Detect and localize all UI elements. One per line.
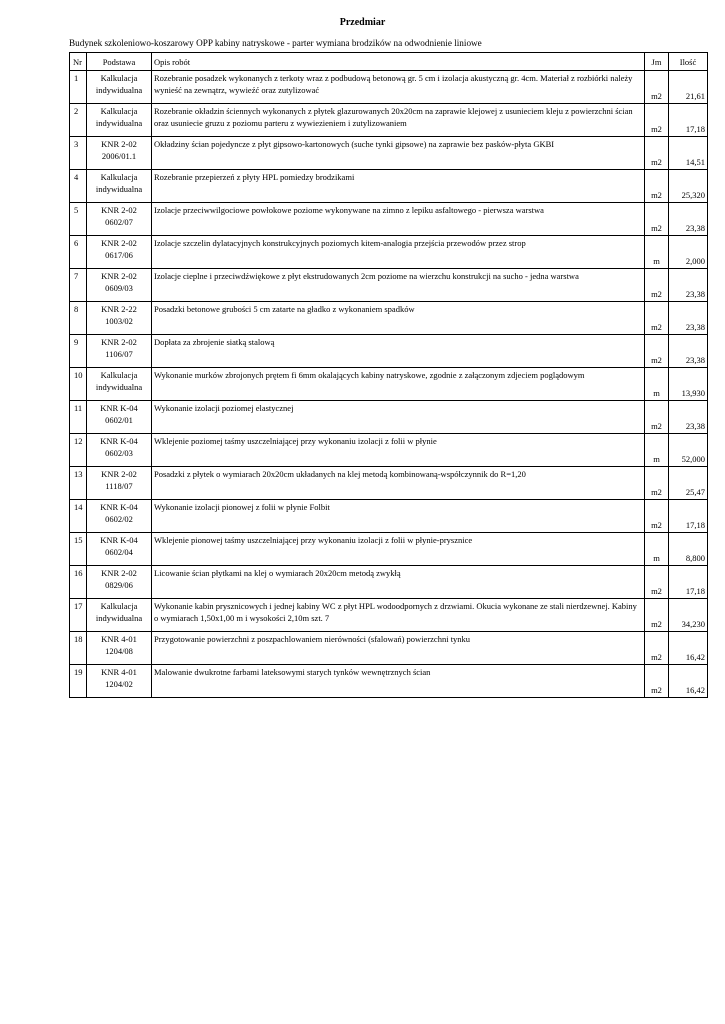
row-jm: m [645, 368, 669, 401]
row-podstawa [87, 104, 152, 137]
row-nr: 13 [70, 467, 87, 500]
row-ilosc: 17,18 [669, 500, 708, 533]
row-podstawa-line2: indywidualna [95, 85, 143, 95]
row-opis: Wykonanie izolacji poziomej elastycznej [152, 401, 645, 434]
row-podstawa-line2: 0602/01 [105, 415, 133, 425]
row-opis: Izolacje przeciwwilgociowe powłokowe poziome wykonywane na zimno z lepiku asfaltowego - pierwsza warstwa [152, 203, 645, 236]
row-opis: Posadzki betonowe grubości 5 cm zatarte na gładko z wykonaniem spadków [152, 302, 645, 335]
row-ilosc: 17,18 [669, 104, 708, 137]
row-podstawa [87, 269, 152, 302]
row-podstawa-line1: KNR 2-02 [101, 469, 137, 479]
row-opis: Wykonanie murków zbrojonych prętem fi 6mm okalających kabiny natryskowe, zgodnie z załączonym zdjeciem poglądowym [152, 368, 645, 401]
document-subtitle: Budynek szkoleniowo-koszarowy OPP kabiny natryskowe - parter wymiana brodzików na odwodnienie liniowe [69, 38, 482, 48]
row-jm: m [645, 434, 669, 467]
row-opis: Wklejenie poziomej taśmy uszczelniającej przy wykonaniu izolacji z folii w płynie [152, 434, 645, 467]
header-nr: Nr [70, 53, 87, 71]
row-podstawa [87, 632, 152, 665]
row-podstawa-line2: 0602/03 [105, 448, 133, 458]
table-row [70, 665, 708, 698]
row-jm: m2 [645, 665, 669, 698]
row-podstawa-line1: KNR 2-02 [101, 568, 137, 578]
row-nr: 6 [70, 236, 87, 269]
row-ilosc: 52,000 [669, 434, 708, 467]
header-podstawa: Podstawa [87, 53, 152, 71]
row-ilosc: 23,38 [669, 269, 708, 302]
row-nr: 15 [70, 533, 87, 566]
row-nr: 14 [70, 500, 87, 533]
table-row [70, 335, 708, 368]
table-row [70, 434, 708, 467]
row-opis: Dopłata za zbrojenie siatką stalową [152, 335, 645, 368]
header-opis: Opis robót [152, 53, 645, 71]
row-ilosc: 23,38 [669, 335, 708, 368]
row-jm: m2 [645, 203, 669, 236]
row-podstawa-line1: KNR K-04 [100, 436, 138, 446]
row-podstawa-line1: KNR 2-02 [101, 337, 137, 347]
row-nr: 1 [70, 71, 87, 104]
table-row [70, 368, 708, 401]
row-nr: 12 [70, 434, 87, 467]
row-podstawa [87, 302, 152, 335]
table-row [70, 269, 708, 302]
row-nr: 19 [70, 665, 87, 698]
row-nr: 16 [70, 566, 87, 599]
row-podstawa-line1: KNR 2-02 [101, 271, 137, 281]
row-ilosc: 2,000 [669, 236, 708, 269]
row-podstawa-line2: 0602/02 [105, 514, 133, 524]
row-jm: m2 [645, 401, 669, 434]
row-ilosc: 34,230 [669, 599, 708, 632]
row-nr: 3 [70, 137, 87, 170]
row-podstawa-line1: Kalkulacja [100, 73, 138, 83]
table-header-row [70, 53, 708, 71]
row-podstawa-line2: 0602/07 [105, 217, 133, 227]
header-ilosc: Ilość [669, 53, 708, 71]
row-nr: 9 [70, 335, 87, 368]
row-podstawa [87, 137, 152, 170]
row-jm: m2 [645, 302, 669, 335]
row-jm: m2 [645, 467, 669, 500]
row-opis: Malowanie dwukrotne farbami lateksowymi starych tynków wewnętrznych ścian [152, 665, 645, 698]
row-podstawa-line2: indywidualna [95, 118, 143, 128]
row-ilosc: 23,38 [669, 401, 708, 434]
row-ilosc: 13,930 [669, 368, 708, 401]
row-opis: Licowanie ścian płytkami na klej o wymiarach 20x20cm metodą zwykłą [152, 566, 645, 599]
row-jm: m2 [645, 71, 669, 104]
row-podstawa-line2: 0609/03 [105, 283, 133, 293]
table-row [70, 599, 708, 632]
row-podstawa-line2: 0602/04 [105, 547, 133, 557]
row-podstawa-line1: KNR 2-22 [101, 304, 137, 314]
row-ilosc: 25,320 [669, 170, 708, 203]
row-ilosc: 14,51 [669, 137, 708, 170]
przedmiar-table [69, 52, 708, 698]
table-row [70, 236, 708, 269]
row-podstawa [87, 665, 152, 698]
row-nr: 2 [70, 104, 87, 137]
table-row [70, 566, 708, 599]
row-opis: Izolacje cieplne i przeciwdźwiękowe z płyt ekstrudowanych 2cm poziome na wierzchu konstrukcji na sucho - jedna warstwa [152, 269, 645, 302]
row-podstawa-line1: KNR K-04 [100, 535, 138, 545]
table-row [70, 137, 708, 170]
row-podstawa [87, 401, 152, 434]
row-jm: m [645, 533, 669, 566]
row-ilosc: 16,42 [669, 665, 708, 698]
row-podstawa-line2: 1106/07 [105, 349, 133, 359]
row-podstawa-line1: Kalkulacja [100, 370, 138, 380]
row-ilosc: 23,38 [669, 302, 708, 335]
table-row [70, 500, 708, 533]
row-ilosc: 25,47 [669, 467, 708, 500]
row-jm: m2 [645, 566, 669, 599]
row-ilosc: 8,800 [669, 533, 708, 566]
row-podstawa [87, 368, 152, 401]
row-jm: m2 [645, 137, 669, 170]
row-podstawa [87, 170, 152, 203]
table-row [70, 71, 708, 104]
row-podstawa [87, 71, 152, 104]
row-podstawa-line2: indywidualna [95, 613, 143, 623]
row-podstawa-line2: 0617/06 [105, 250, 133, 260]
row-ilosc: 23,38 [669, 203, 708, 236]
row-opis: Rozebranie posadzek wykonanych z terkoty wraz z podbudową betonową gr. 5 cm i izolacja akustyczną gr. 4cm. Materiał z rozbiórki należy wynieść na zewnątrz, wywieźć oraz zutylizować [152, 71, 645, 104]
row-jm: m2 [645, 599, 669, 632]
row-podstawa [87, 500, 152, 533]
table-row [70, 467, 708, 500]
row-nr: 17 [70, 599, 87, 632]
row-nr: 18 [70, 632, 87, 665]
row-podstawa-line1: Kalkulacja [100, 106, 138, 116]
row-ilosc: 21,61 [669, 71, 708, 104]
row-podstawa [87, 434, 152, 467]
row-podstawa [87, 467, 152, 500]
row-podstawa [87, 203, 152, 236]
table-row [70, 170, 708, 203]
row-ilosc: 17,18 [669, 566, 708, 599]
row-nr: 8 [70, 302, 87, 335]
row-ilosc: 16,42 [669, 632, 708, 665]
table-body [70, 71, 708, 698]
document-title: Przedmiar [339, 17, 386, 28]
row-podstawa-line1: KNR K-04 [100, 502, 138, 512]
row-podstawa-line2: 1204/02 [105, 679, 133, 689]
row-podstawa-line1: KNR 2-02 [101, 139, 137, 149]
row-podstawa-line2: indywidualna [95, 184, 143, 194]
row-nr: 11 [70, 401, 87, 434]
row-podstawa [87, 236, 152, 269]
row-opis: Wklejenie pionowej taśmy uszczelniającej przy wykonaniu izolacji z folii w płynie-prysznice [152, 533, 645, 566]
row-jm: m [645, 236, 669, 269]
row-nr: 7 [70, 269, 87, 302]
row-jm: m2 [645, 170, 669, 203]
row-opis: Izolacje szczelin dylatacyjnych konstrukcyjnych poziomych kitem-analogia przejścia przewodów przez strop [152, 236, 645, 269]
row-podstawa-line1: Kalkulacja [100, 172, 138, 182]
row-podstawa [87, 566, 152, 599]
row-jm: m2 [645, 632, 669, 665]
row-jm: m2 [645, 500, 669, 533]
table-row [70, 104, 708, 137]
row-jm: m2 [645, 269, 669, 302]
row-opis: Rozebranie przepierzeń z płyty HPL pomiedzy brodzikami [152, 170, 645, 203]
row-opis: Posadzki z płytek o wymiarach 20x20cm układanych na klej metodą kombinowaną-współczynnik do R=1,20 [152, 467, 645, 500]
row-podstawa-line2: 0829/06 [105, 580, 133, 590]
row-podstawa-line1: KNR 2-02 [101, 238, 137, 248]
table-row [70, 533, 708, 566]
row-opis: Wykonanie izolacji pionowej z folii w płynie Folbit [152, 500, 645, 533]
row-podstawa [87, 533, 152, 566]
row-nr: 4 [70, 170, 87, 203]
row-opis: Przygotowanie powierzchni z poszpachlowaniem nierówności (sfalowań) powierzchni tynku [152, 632, 645, 665]
row-nr: 10 [70, 368, 87, 401]
row-opis: Okładziny ścian pojedyncze z płyt gipsowo-kartonowych (suche tynki gipsowe) na zaprawie bez pasków-płyta GKBI [152, 137, 645, 170]
row-podstawa-line1: KNR 2-02 [101, 205, 137, 215]
table-row [70, 302, 708, 335]
row-podstawa-line2: indywidualna [95, 382, 143, 392]
row-podstawa-line2: 2006/01.1 [101, 151, 137, 161]
row-nr: 5 [70, 203, 87, 236]
header-jm: Jm [645, 53, 669, 71]
row-podstawa [87, 599, 152, 632]
row-jm: m2 [645, 104, 669, 137]
row-podstawa-line1: KNR 4-01 [101, 634, 137, 644]
row-opis: Wykonanie kabin prysznicowych i jednej kabiny WC z płyt HPL wodoodpornych z drzwiami. Okucia wykonane ze stali nierdzewnej. Kabiny o wymiarach 1,50x1,00 m i wysokości 2,10m szt. 7 [152, 599, 645, 632]
row-podstawa-line1: KNR K-04 [100, 403, 138, 413]
table-row [70, 203, 708, 236]
row-podstawa-line2: 1118/07 [105, 481, 133, 491]
table-row [70, 632, 708, 665]
row-podstawa-line2: 1204/08 [105, 646, 133, 656]
row-opis: Rozebranie okładzin ściennych wykonanych z płytek glazurowanych 20x20cm na zaprawie klejowej z usunieciem kleju z powierzchni ścian oraz usuniecie gruzu z poziomu parteru z wywiezieniem i zutylizowaniem [152, 104, 645, 137]
row-podstawa-line2: 1003/02 [105, 316, 133, 326]
row-jm: m2 [645, 335, 669, 368]
row-podstawa-line1: KNR 4-01 [101, 667, 137, 677]
row-podstawa-line1: Kalkulacja [100, 601, 138, 611]
table-row [70, 401, 708, 434]
row-podstawa [87, 335, 152, 368]
